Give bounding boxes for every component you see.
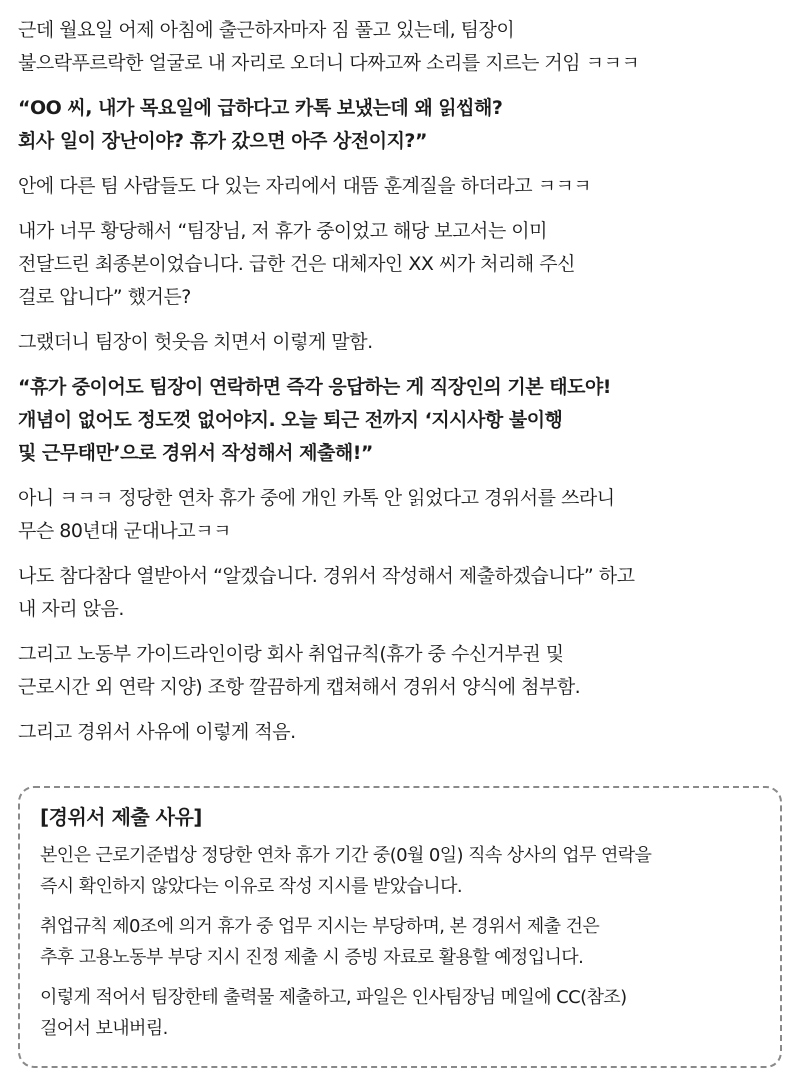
- text-line: “OO 씨, 내가 목요일에 급하다고 카톡 보냈는데 왜 읽씹해?: [18, 97, 503, 119]
- text-line: 그리고 경위서 사유에 이렇게 적음.: [18, 721, 296, 743]
- text-line: 본인은 근로기준법상 정당한 연차 휴가 기간 중(0월 0일) 직속 상사의 업무 연락을: [40, 845, 652, 866]
- text-line: 전달드린 최종본이었습니다. 급한 건은 대체자인 XX 씨가 처리해 주신: [18, 253, 575, 275]
- text-line: 회사 일이 장난이야? 휴가 갔으면 아주 상전이지?”: [18, 130, 427, 152]
- reason-paragraph: [40, 911, 762, 973]
- text-line: 내 자리 앉음.: [18, 598, 124, 620]
- paragraph-boss-quote-1: [18, 92, 782, 158]
- text-line: 근로시간 외 연락 지양) 조항 깔끔하게 캡쳐해서 경위서 양식에 첨부함.: [18, 676, 581, 698]
- paragraph-reply: [18, 215, 782, 314]
- paragraph-reaction: [18, 482, 782, 548]
- paragraph-attach: [18, 638, 782, 704]
- text-line: 아니 ㅋㅋㅋ 정당한 연차 휴가 중에 개인 카톡 안 읽었다고 경위서를 쓰라니: [18, 487, 615, 509]
- reason-box: [18, 786, 782, 1068]
- text-line: 나도 참다참다 열받아서 “알겠습니다. 경위서 작성해서 제출하겠습니다” 하고: [18, 565, 635, 587]
- text-line: 추후 고용노동부 부당 지시 진정 제출 시 증빙 자료로 활용할 예정입니다.: [40, 947, 584, 968]
- text-line: 근데 월요일 어제 아침에 출근하자마자 짐 풀고 있는데, 팀장이: [18, 19, 515, 41]
- text-line: 걸로 압니다” 했거든?: [18, 286, 191, 308]
- text-line: 불으락푸르락한 얼굴로 내 자리로 오더니 다짜고짜 소리를 지르는 거임 ㅋㅋㅋ: [18, 52, 640, 74]
- text-line: 취업규칙 제0조에 의거 휴가 중 업무 지시는 부당하며, 본 경위서 제출 건은: [40, 916, 600, 937]
- reason-paragraph: [40, 982, 762, 1044]
- paragraph-scolding: [18, 170, 782, 203]
- text-line: 즉시 확인하지 않았다는 이유로 작성 지시를 받았습니다.: [40, 876, 462, 897]
- paragraph-accept: [18, 560, 782, 626]
- text-line: 내가 너무 황당해서 “팀장님, 저 휴가 중이었고 해당 보고서는 이미: [18, 220, 547, 242]
- text-line: 무슨 80년대 군대나고ㅋㅋ: [18, 520, 231, 542]
- reason-paragraph: [40, 840, 762, 902]
- text-line: 걸어서 보내버림.: [40, 1018, 168, 1039]
- text-line: “휴가 중이어도 팀장이 연락하면 즉각 응답하는 게 직장인의 기본 태도야!: [18, 376, 611, 398]
- paragraph-boss-laugh: [18, 326, 782, 359]
- paragraph-intro: [18, 14, 782, 80]
- text-line: 그랬더니 팀장이 헛웃음 치면서 이렇게 말함.: [18, 331, 373, 353]
- paragraph-boss-quote-2: [18, 371, 782, 470]
- text-line: 안에 다른 팀 사람들도 다 있는 자리에서 대뜸 훈계질을 하더라고 ㅋㅋㅋ: [18, 175, 592, 197]
- reason-box-title: [경위서 제출 사유]: [40, 805, 202, 829]
- text-line: 이렇게 적어서 팀장한테 출력물 제출하고, 파일은 인사팀장님 메일에 CC(참조): [40, 987, 627, 1008]
- text-line: 및 근무태만’으로 경위서 작성해서 제출해!”: [18, 442, 373, 464]
- text-line: 그리고 노동부 가이드라인이랑 회사 취업규칙(휴가 중 수신거부권 및: [18, 643, 564, 665]
- text-line: 개념이 없어도 정도껏 없어야지. 오늘 퇴근 전까지 ‘지시사항 불이행: [18, 409, 563, 431]
- paragraph-reason-intro: [18, 716, 782, 749]
